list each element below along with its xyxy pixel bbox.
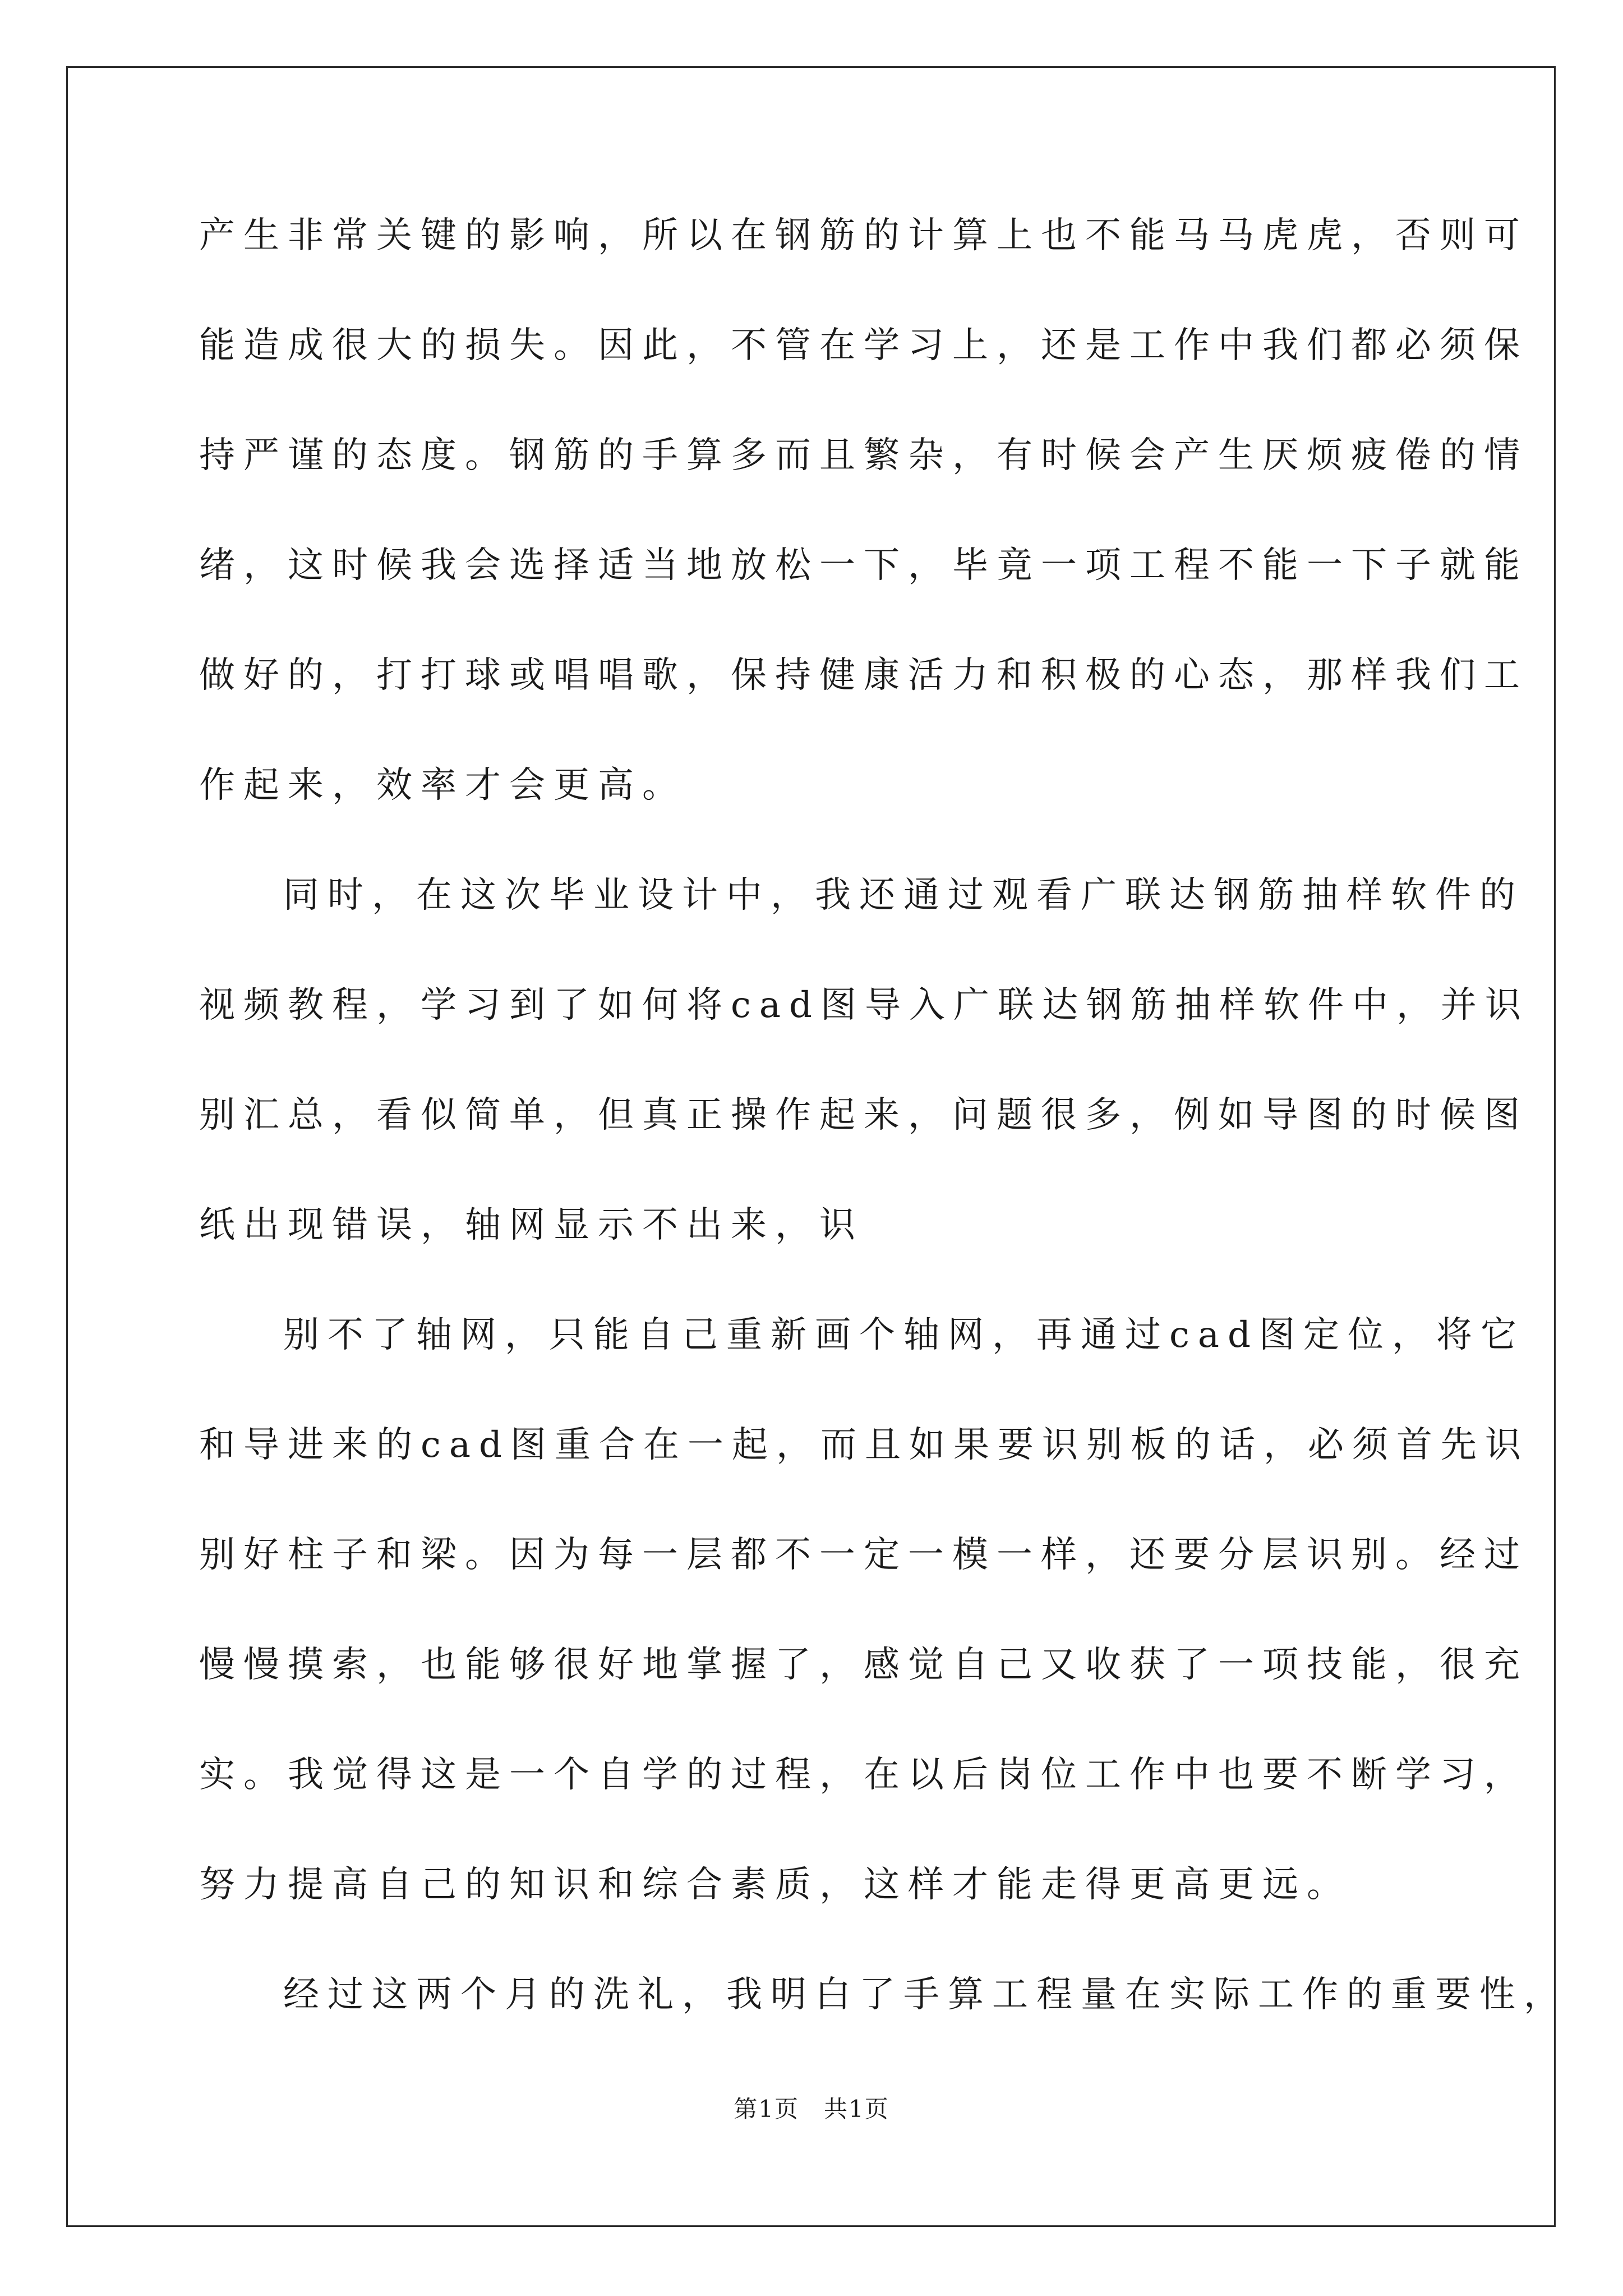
text-line: 纸出现错误，轴网显示不出来，识 [199, 1204, 864, 1246]
text-line: 努力提高自己的知识和综合素质，这样才能走得更高更远。 [199, 1864, 1351, 1906]
text-line: 实。我觉得这是一个自学的过程，在以后岗位工作中也要不断学习， [199, 1754, 1528, 1796]
text-line: 别好柱子和梁。因为每一层都不一定一模一样，还要分层识别。经过 [199, 1534, 1528, 1576]
text-line: 能造成很大的损失。因此，不管在学习上，还是工作中我们都必须保 [199, 325, 1528, 366]
text-line: 持严谨的态度。钢筋的手算多而且繁杂，有时候会产生厌烦疲倦的情 [199, 435, 1528, 476]
text-line: 和导进来的cad图重合在一起，而且如果要识别板的话，必须首先识 [199, 1424, 1529, 1466]
text-line: 慢慢摸索，也能够很好地掌握了，感觉自己又收获了一项技能，很充 [199, 1644, 1528, 1686]
text-line: 产生非常关键的影响，所以在钢筋的计算上也不能马马虎虎，否则可 [199, 215, 1528, 256]
text-line: 视频教程，学习到了如何将cad图导入广联达钢筋抽样软件中，并识 [199, 984, 1529, 1026]
text-line: 做好的，打打球或唱唱歌，保持健康活力和积极的心态，那样我们工 [199, 655, 1528, 696]
text-line: 别不了轴网，只能自己重新画个轴网，再通过cad图定位，将它 [283, 1314, 1525, 1356]
text-line: 同时，在这次毕业设计中，我还通过观看广联达钢筋抽样软件的 [283, 875, 1524, 916]
page-number-footer: 第1页 共1页 [734, 2095, 889, 2123]
text-line: 别汇总，看似简单，但真正操作起来，问题很多，例如导图的时候图 [199, 1094, 1528, 1136]
text-line: 经过这两个月的洗礼，我明白了手算工程量在实际工作的重要性， [283, 1974, 1568, 2016]
text-line: 作起来，效率才会更高。 [199, 765, 686, 806]
text-line: 绪，这时候我会选择适当地放松一下，毕竟一项工程不能一下子就能 [199, 545, 1528, 586]
